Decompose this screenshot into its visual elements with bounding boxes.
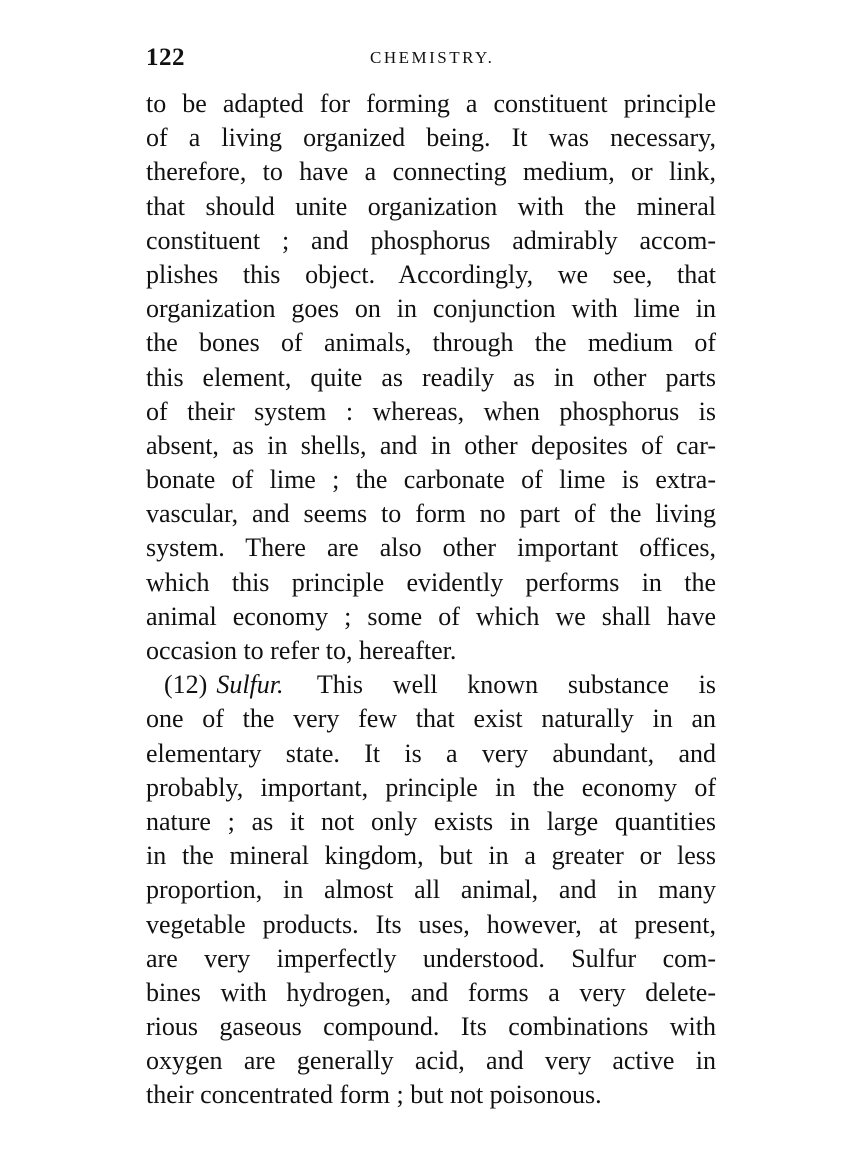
text-line: elementary state. It is a very abundant, and <box>146 738 716 768</box>
text-line: absent, as in shells, and in other deposites of car- <box>146 430 716 460</box>
text-line: are very imperfectly understood. Sulfur com- <box>146 943 716 973</box>
text-line: bines with hydrogen, and forms a very delete- <box>146 977 716 1007</box>
paragraph-phosphorus-continued <box>146 87 716 668</box>
text-line: bonate of lime ; the carbonate of lime is extra- <box>146 465 716 495</box>
text-line: of a living organized being. It was necessary, <box>146 123 716 153</box>
text-line: therefore, to have a connecting medium, or link, <box>146 157 716 187</box>
text-line: vegetable products. Its uses, however, at present, <box>146 909 716 939</box>
text-line: this element, quite as readily as in other parts <box>146 362 716 392</box>
text-line: proportion, in almost all animal, and in many <box>146 875 716 905</box>
running-head: CHEMISTRY. <box>370 48 495 67</box>
text-line: system. There are also other important offices, <box>146 533 716 563</box>
text-line: oxygen are generally acid, and very active in <box>146 1046 716 1076</box>
text-line-fragment: This well known substance is <box>316 670 717 700</box>
text-line: their concentrated form ; but not poisonous. <box>146 1080 602 1110</box>
text-line: the bones of animals, through the medium of <box>146 328 716 358</box>
text-line: organization goes on in conjunction with lime in <box>146 294 716 324</box>
body-text <box>146 87 716 1113</box>
section-heading-line <box>146 668 716 702</box>
text-line: to be adapted for forming a constituent principle <box>146 89 716 118</box>
text-line: nature ; as it not only exists in large quantities <box>146 806 716 836</box>
text-line: of their system : whereas, when phosphorus is <box>146 396 716 426</box>
section-number: (12) <box>164 670 208 700</box>
text-line: probably, important, principle in the economy of <box>146 772 716 802</box>
page-header <box>146 44 716 74</box>
text-line: occasion to refer to, hereafter. <box>146 636 457 665</box>
text-line: animal economy ; some of which we shall have <box>146 601 716 631</box>
text-line: constituent ; and phosphorus admirably accom- <box>146 225 716 255</box>
text-line: rious gaseous compound. Its combinations with <box>146 1012 716 1042</box>
section-title: Sulfur. <box>216 670 284 700</box>
text-line: vascular, and seems to form no part of the living <box>146 499 716 529</box>
page-number: 122 <box>146 44 185 71</box>
text-line: one of the very few that exist naturally in an <box>146 704 716 734</box>
text-line: plishes this object. Accordingly, we see, that <box>146 259 716 289</box>
text-line: that should unite organization with the mineral <box>146 191 716 221</box>
paragraph-sulfur <box>146 668 716 1112</box>
text-line: which this principle evidently performs in the <box>146 567 716 597</box>
text-line: in the mineral kingdom, but in a greater or less <box>146 841 716 871</box>
